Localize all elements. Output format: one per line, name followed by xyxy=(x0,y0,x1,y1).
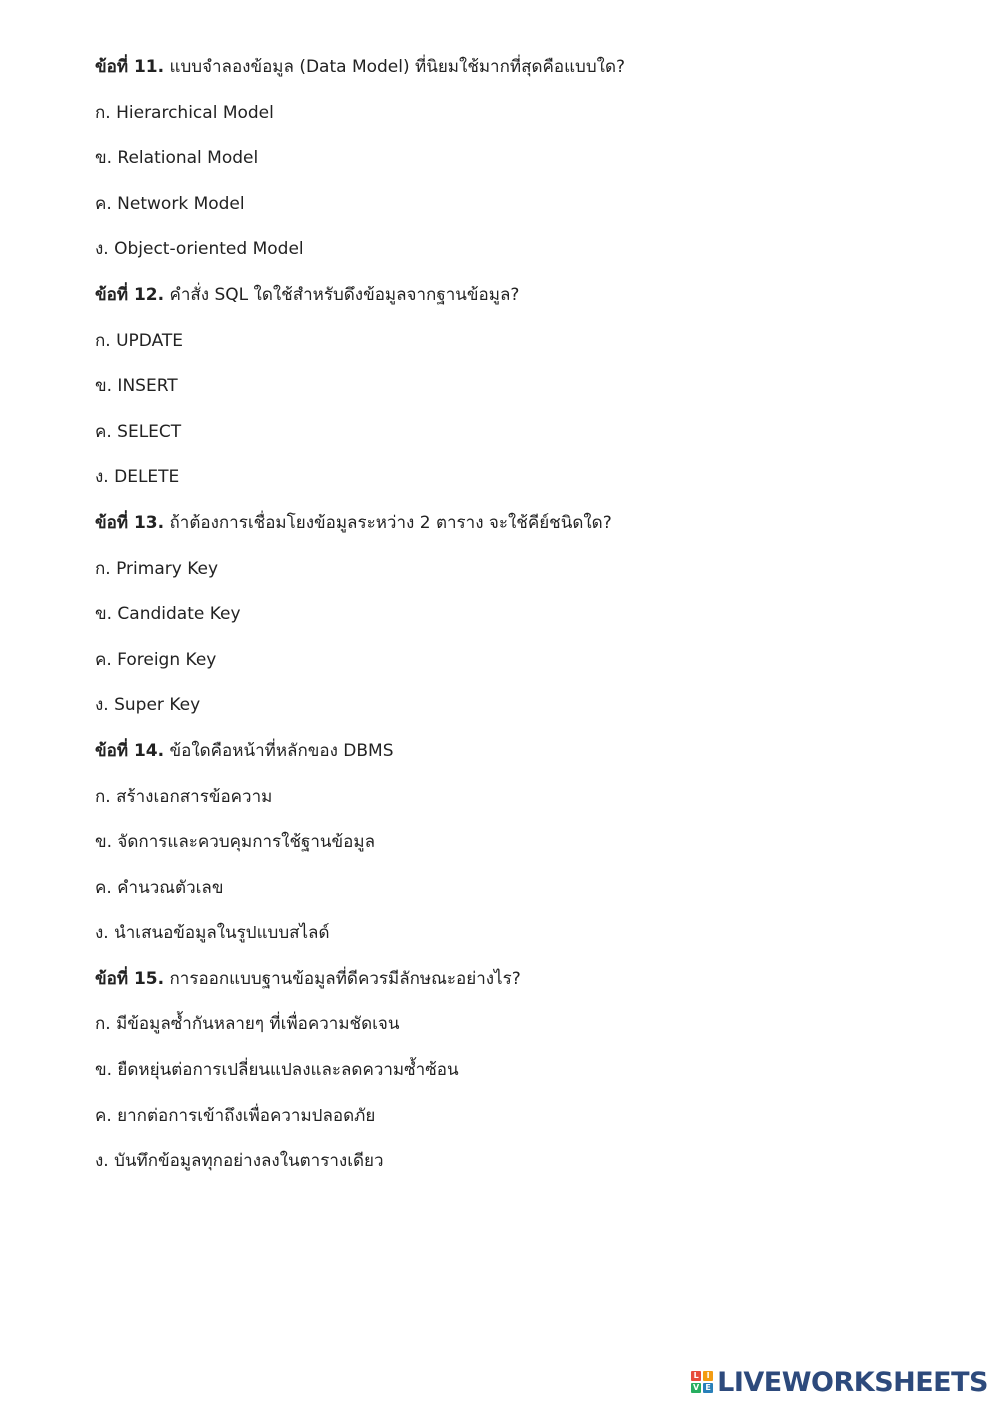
worksheet-body xyxy=(95,47,955,1187)
answer-option[interactable]: ก. Primary Key xyxy=(95,558,219,579)
answer-option[interactable]: ข. Relational Model xyxy=(95,148,259,169)
liveworksheets-icon xyxy=(691,1371,713,1393)
logo-letter-v: V xyxy=(693,1383,700,1392)
answer-option[interactable]: ข. Candidate Key xyxy=(95,604,241,625)
answer-option[interactable]: ก. มีข้อมูลซ้ำกันหลายๆ ที่เพื่อความชัดเจน xyxy=(95,1014,400,1035)
answer-option[interactable]: ง. Super Key xyxy=(95,695,201,716)
question-prompt: ข้อใดคือหน้าที่หลักของ DBMS xyxy=(169,740,394,761)
answer-option[interactable]: ค. Network Model xyxy=(95,193,245,214)
question-11 xyxy=(95,47,955,275)
question-15 xyxy=(95,959,955,1187)
question-text xyxy=(95,47,955,93)
question-14 xyxy=(95,731,955,959)
answer-option[interactable]: ง. DELETE xyxy=(95,467,180,488)
question-prompt: การออกแบบฐานข้อมูลที่ดีควรมีลักษณะอย่างไร? xyxy=(169,968,521,989)
liveworksheets-logo xyxy=(691,1362,988,1402)
answer-option[interactable]: ข. จัดการและควบคุมการใช้ฐานข้อมูล xyxy=(95,832,376,853)
logo-letter-i: I xyxy=(703,1371,713,1381)
question-text xyxy=(95,503,955,549)
answer-option[interactable]: ง. นำเสนอข้อมูลในรูปแบบสไลด์ xyxy=(95,923,330,944)
answer-option[interactable]: ค. ยากต่อการเข้าถึงเพื่อความปลอดภัย xyxy=(95,1105,376,1126)
answer-option[interactable]: ค. คำนวณตัวเลข xyxy=(95,877,224,898)
question-12 xyxy=(95,275,955,503)
question-number: ข้อที่ 12. xyxy=(95,284,165,305)
question-text xyxy=(95,959,955,1005)
question-prompt: แบบจำลองข้อมูล (Data Model) ที่นิยมใช้มากที่สุดคือแบบใด? xyxy=(169,57,626,77)
question-prompt: คำสั่ง SQL ใดใช้สำหรับดึงข้อมูลจากฐานข้อมูล? xyxy=(169,284,520,305)
question-number: ข้อที่ 14. xyxy=(95,740,165,761)
answer-option[interactable]: ค. Foreign Key xyxy=(95,649,217,670)
question-text xyxy=(95,731,955,777)
answer-option[interactable]: ก. สร้างเอกสารข้อความ xyxy=(95,786,273,807)
answer-option[interactable]: ค. SELECT xyxy=(95,421,182,442)
answer-option[interactable]: ข. INSERT xyxy=(95,376,178,397)
logo-letter-l: L xyxy=(691,1371,701,1381)
question-text xyxy=(95,275,955,321)
liveworksheets-wordmark: LIVEWORKSHEETS xyxy=(717,1366,988,1398)
answer-option[interactable]: ข. ยืดหยุ่นต่อการเปลี่ยนแปลงและลดความซ้ำซ้อน xyxy=(95,1060,459,1081)
question-prompt: ถ้าต้องการเชื่อมโยงข้อมูลระหว่าง 2 ตาราง จะใช้คีย์ชนิดใด? xyxy=(169,512,612,533)
answer-option[interactable]: ง. บันทึกข้อมูลทุกอย่างลงในตารางเดียว xyxy=(95,1151,384,1172)
question-number: ข้อที่ 11. xyxy=(95,57,165,77)
logo-letter-e: E xyxy=(703,1383,713,1393)
answer-option[interactable]: ง. Object-oriented Model xyxy=(95,239,304,260)
question-13 xyxy=(95,503,955,731)
question-number: ข้อที่ 15. xyxy=(95,968,165,989)
question-number: ข้อที่ 13. xyxy=(95,512,165,533)
answer-option[interactable]: ก. UPDATE xyxy=(95,330,184,351)
answer-option[interactable]: ก. Hierarchical Model xyxy=(95,102,274,123)
